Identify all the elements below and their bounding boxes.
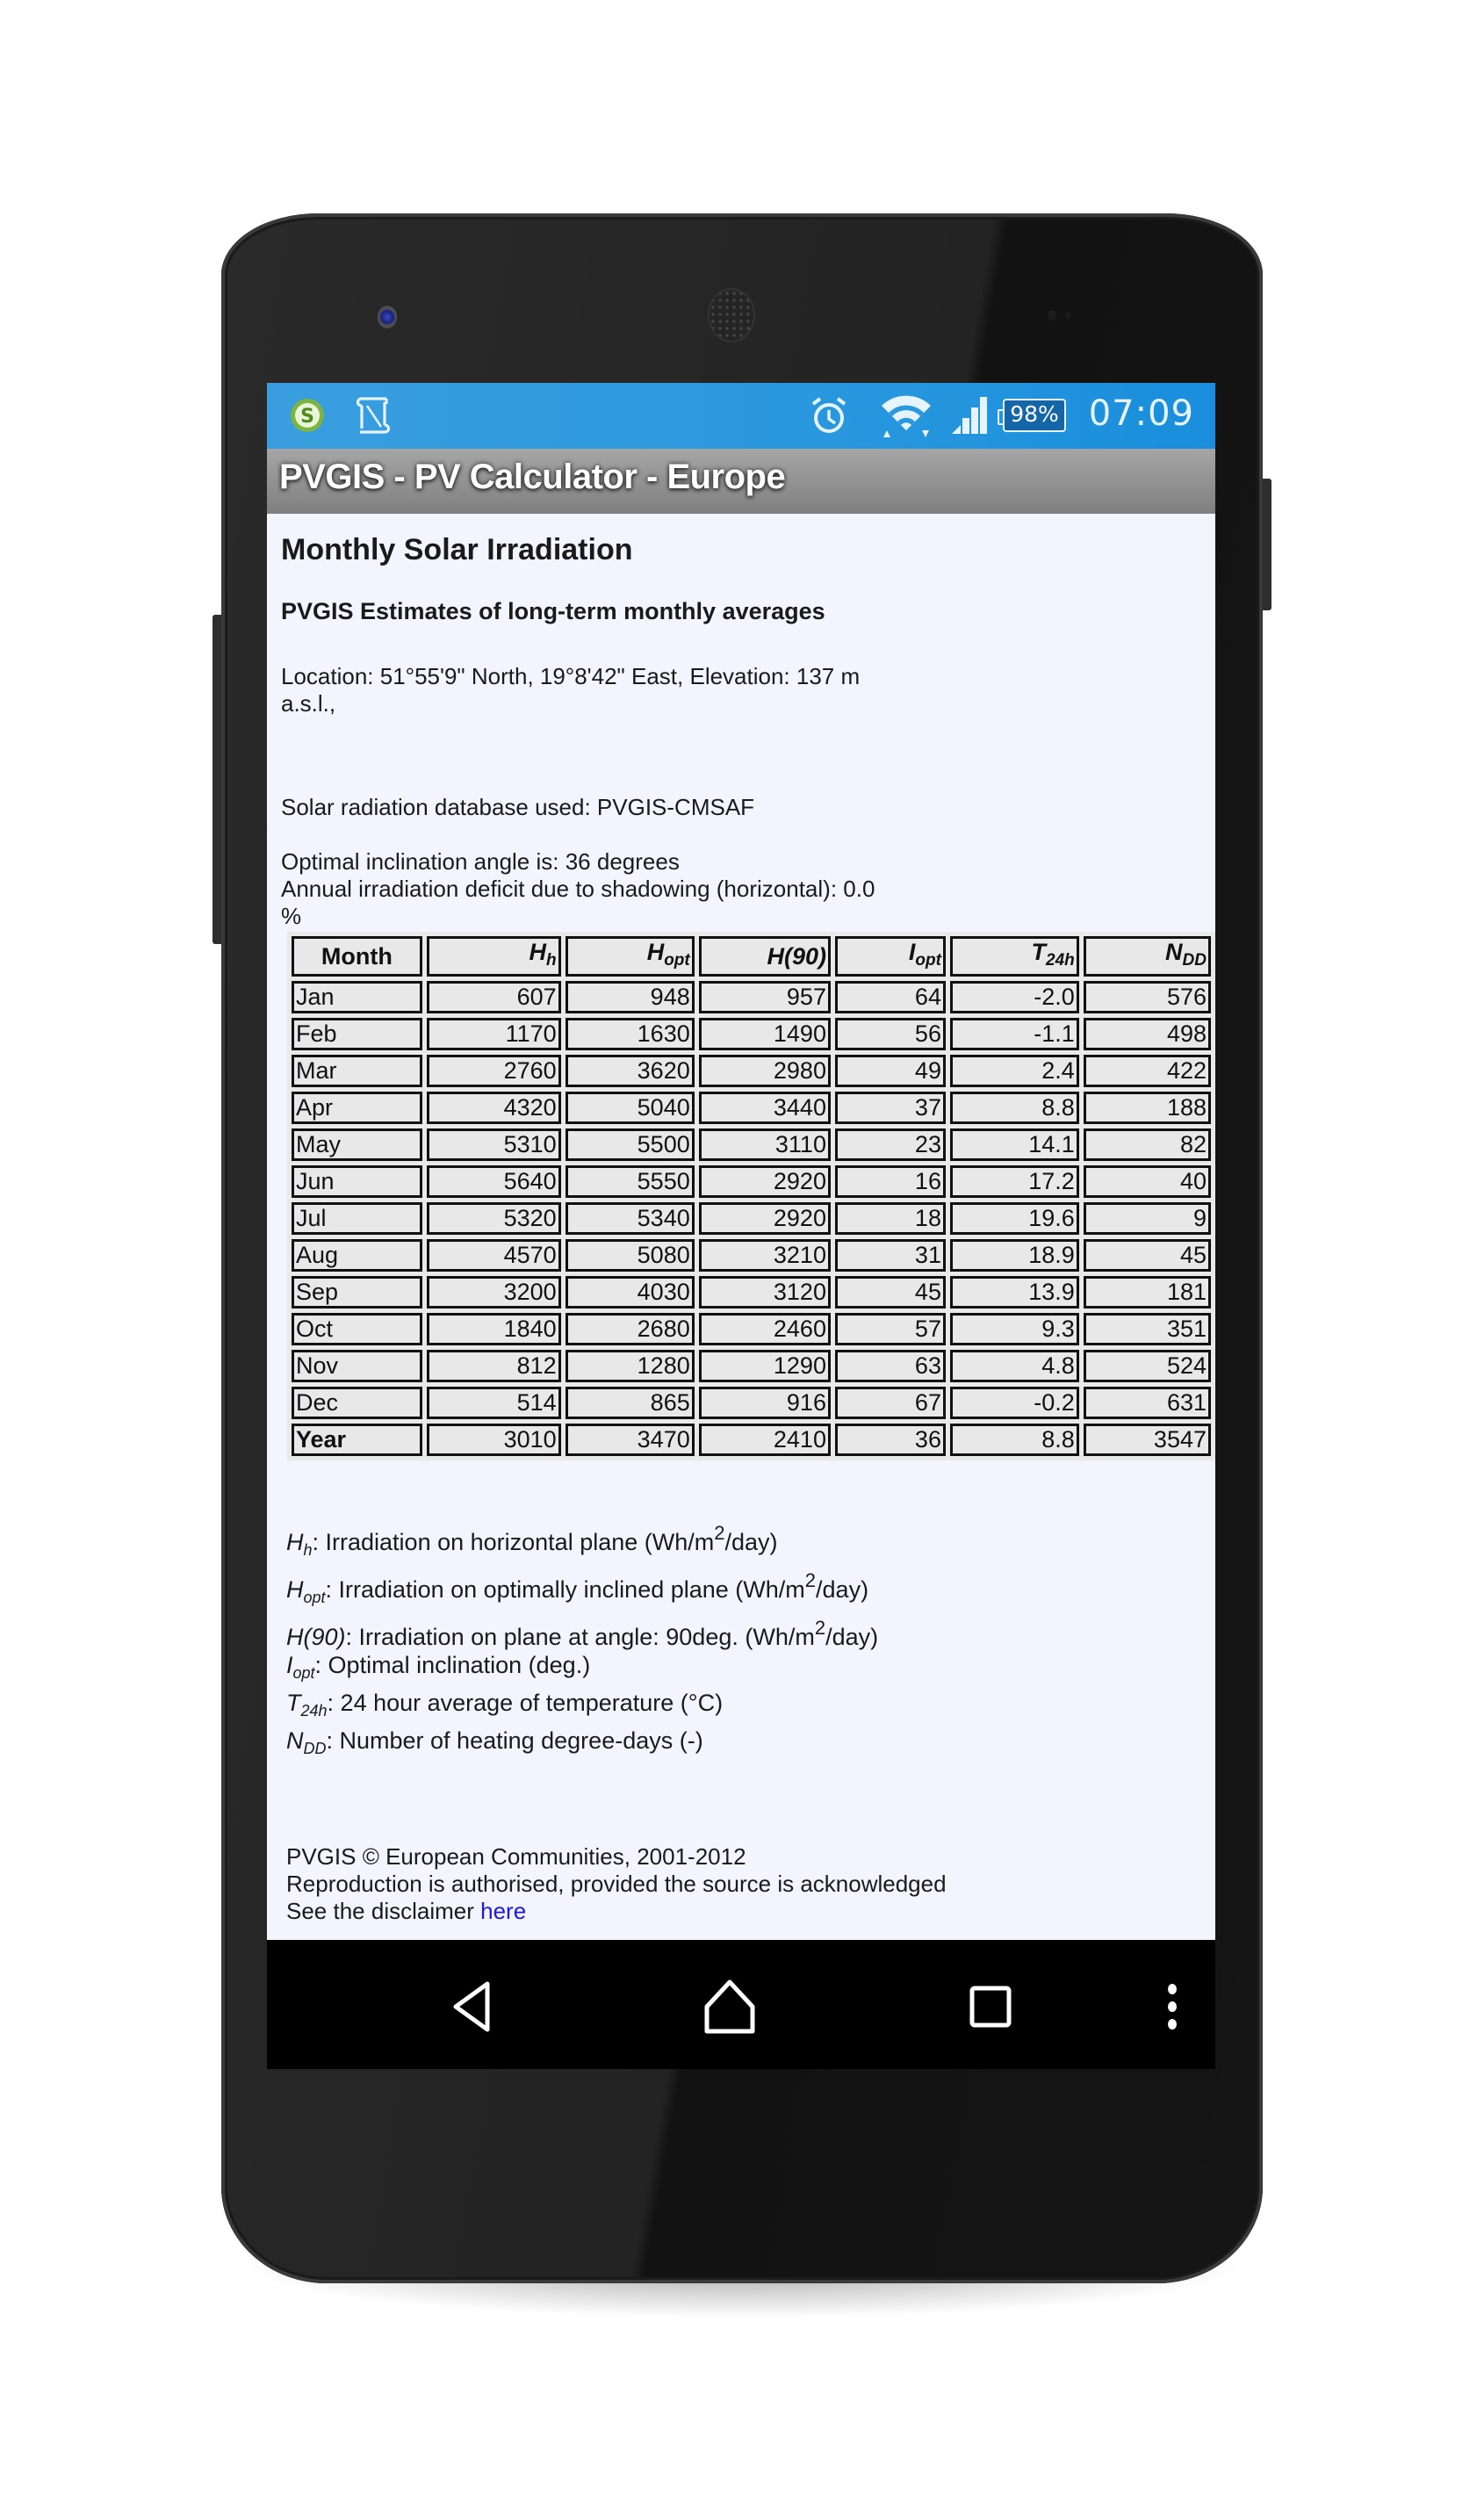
value-cell: 1630 [566,1018,695,1050]
value-cell: 351 [1084,1313,1211,1345]
deficit-line: Annual irradiation deficit due to shadowing (horizontal): 0.0 [281,876,875,902]
month-cell: Nov [292,1350,422,1382]
value-cell: 4030 [566,1276,695,1309]
value-cell: 45 [835,1276,946,1309]
value-cell: 13.9 [950,1276,1079,1309]
table-row [292,1239,1211,1272]
legend-subscript: DD [303,1740,327,1757]
table-row [292,1387,1211,1419]
month-cell: May [292,1128,422,1161]
recents-button[interactable] [959,1975,1022,2038]
col-month: Month [292,936,422,977]
table-row [292,1128,1211,1161]
value-cell: 3120 [699,1276,831,1309]
value-cell: 5040 [566,1092,695,1124]
value-cell: 5310 [427,1128,561,1161]
value-cell: 2920 [699,1202,831,1235]
value-cell: 64 [835,981,946,1013]
value-cell: 3210 [699,1239,831,1272]
proximity-sensor [1048,310,1056,321]
legend-symbol: I [286,1652,293,1678]
irradiation-table [287,932,1215,1460]
value-cell: 812 [427,1350,561,1382]
back-icon [449,1980,493,2033]
value-cell: 5500 [566,1128,695,1161]
legend-description: : Irradiation on plane at angle: 90deg. (Wh/m [345,1624,815,1650]
month-cell: Aug [292,1239,422,1272]
value-cell: 1170 [427,1018,561,1050]
value-cell: 5550 [566,1165,695,1198]
value-cell: -1.1 [950,1018,1079,1050]
back-button[interactable] [439,1975,502,2038]
legend-item [286,1690,723,1720]
deficit-unit: % [281,903,302,929]
month-cell: Jan [292,981,422,1013]
col-ndd: $N_{DD}$ [1084,936,1211,977]
reproduction-text: Reproduction is authorised, provided the source is acknowledged [286,1871,947,1897]
legend-unit-suffix: /day) [724,1529,778,1555]
table-row [292,981,1211,1013]
value-cell: 3440 [699,1092,831,1124]
value-cell: 2460 [699,1313,831,1345]
legend-item [286,1727,703,1758]
overflow-menu-button[interactable] [1141,1975,1204,2038]
home-button[interactable] [698,1975,761,2038]
value-cell: 23 [835,1128,946,1161]
month-cell: Dec [292,1387,422,1419]
legend-subscript: opt [303,1589,326,1606]
legend-description: : 24 hour average of temperature (°C) [327,1690,724,1716]
value-cell: 2920 [699,1165,831,1198]
table-row [292,1018,1211,1050]
legend-symbol: N [286,1727,304,1754]
recents-icon [969,1985,1012,2029]
legend-symbol: H [286,1576,304,1603]
value-cell: 607 [427,981,561,1013]
value-cell: 957 [699,981,831,1013]
col-h90: H(90) [699,936,831,977]
legend-subscript: h [303,1541,313,1559]
legend-unit-suffix: /day) [825,1624,879,1650]
table-row [292,1202,1211,1235]
value-cell: 45 [1084,1239,1211,1272]
legend-item [286,1652,590,1683]
value-cell: 37 [835,1092,946,1124]
value-cell: 4.8 [950,1350,1079,1382]
footer [286,1843,947,1925]
earpiece-speaker [710,290,753,341]
legend-superscript: 2 [714,1522,725,1544]
legend-subscript: 24h [300,1702,328,1720]
location-line: Location: 51°55'9" North, 19°8'42" East, Elevation: 137 m [281,663,861,689]
home-icon [703,1979,756,2035]
value-cell: 631 [1084,1387,1211,1419]
table-header-row [292,936,1211,977]
value-cell: 14.1 [950,1128,1079,1161]
table-row [292,1276,1211,1309]
table-row-year [292,1424,1211,1456]
legend-symbol: H(90) [286,1624,346,1650]
value-cell: 57 [835,1313,946,1345]
value-cell: 524 [1084,1350,1211,1382]
col-hh: $H_h$ [427,936,561,977]
value-cell: 4570 [427,1239,561,1272]
app-title-bar [267,449,1215,514]
value-cell: 576 [1084,981,1211,1013]
battery-percent: 98% [1010,401,1059,427]
value-cell: 19.6 [950,1202,1079,1235]
scroll-s-icon [355,393,392,442]
value-cell: 514 [427,1387,561,1419]
value-cell: 18 [835,1202,946,1235]
legend-superscript: 2 [814,1617,826,1639]
month-cell: Apr [292,1092,422,1124]
month-cell: Feb [292,1018,422,1050]
value-cell: 916 [699,1387,831,1419]
value-cell: 67 [835,1387,946,1419]
value-cell: 3547 [1084,1424,1211,1456]
value-cell: 36 [835,1424,946,1456]
light-sensor [1065,312,1071,319]
location-asl: a.s.l., [281,690,336,717]
legend-description: : Optimal inclination (deg.) [314,1652,591,1678]
col-hopt: $H_{opt}$ [566,936,695,977]
table-row [292,1055,1211,1087]
table-row [292,1165,1211,1198]
alarm-icon [809,395,849,440]
value-cell: 1490 [699,1018,831,1050]
value-cell: 422 [1084,1055,1211,1087]
value-cell: 948 [566,981,695,1013]
value-cell: 2.4 [950,1055,1079,1087]
value-cell: -2.0 [950,981,1079,1013]
svg-text:S: S [300,406,314,428]
col-t24h: $T_{24h}$ [950,936,1079,977]
table-row [292,1092,1211,1124]
legend-description: : Irradiation on horizontal plane (Wh/m [312,1529,715,1555]
value-cell: 1290 [699,1350,831,1382]
legend-item [286,1617,878,1651]
value-cell: 82 [1084,1128,1211,1161]
legend-unit-suffix: /day) [816,1576,869,1603]
value-cell: 17.2 [950,1165,1079,1198]
legend-symbol: T [286,1690,301,1716]
value-cell: 2980 [699,1055,831,1087]
value-cell: 9 [1084,1202,1211,1235]
value-cell: 1840 [427,1313,561,1345]
value-cell: 3200 [427,1276,561,1309]
legend-symbol: H [286,1529,304,1555]
value-cell: 181 [1084,1276,1211,1309]
value-cell: 3620 [566,1055,695,1087]
value-cell: 188 [1084,1092,1211,1124]
value-cell: 3010 [427,1424,561,1456]
copyright-text: PVGIS © European Communities, 2001-2012 [286,1843,746,1870]
value-cell: 31 [835,1239,946,1272]
web-content[interactable] [267,514,1215,1940]
value-cell: 5340 [566,1202,695,1235]
value-cell: 5640 [427,1165,561,1198]
value-cell: 3470 [566,1424,695,1456]
page-subtitle: PVGIS Estimates of long-term monthly averages [281,598,825,624]
value-cell: 1280 [566,1350,695,1382]
col-iopt: $I_{opt}$ [835,936,946,977]
month-cell: Mar [292,1055,422,1087]
status-bar [267,383,1215,449]
value-cell: 4320 [427,1092,561,1124]
navigation-bar [267,1940,1215,2069]
disclaimer-link[interactable]: here [480,1898,527,1924]
legend-description: : Irradiation on optimally inclined plane (Wh/m [325,1576,805,1603]
page-title: Monthly Solar Irradiation [281,533,633,566]
clock: 07:09 [1088,393,1194,434]
table-row [292,1350,1211,1382]
value-cell: 40 [1084,1165,1211,1198]
table-row [292,1313,1211,1345]
legend-description: : Number of heating degree-days (-) [326,1727,703,1754]
value-cell: 9.3 [950,1313,1079,1345]
value-cell: 8.8 [950,1424,1079,1456]
month-cell: Oct [292,1313,422,1345]
legend-item [286,1522,778,1560]
cell-signal-icon [950,395,989,440]
value-cell: 2410 [699,1424,831,1456]
month-cell: Sep [292,1276,422,1309]
value-cell: 49 [835,1055,946,1087]
value-cell: 3110 [699,1128,831,1161]
front-camera [378,306,397,328]
disclaimer-line: See the disclaimer here [286,1898,527,1924]
screen [267,383,1215,2069]
overflow-menu-icon [1166,1984,1178,2030]
value-cell: 56 [835,1018,946,1050]
value-cell: 16 [835,1165,946,1198]
value-cell: 5080 [566,1239,695,1272]
value-cell: 865 [566,1387,695,1419]
value-cell: 8.8 [950,1092,1079,1124]
month-cell: Jun [292,1165,422,1198]
battery-icon [1003,399,1066,432]
whatsapp-style-s-icon [288,397,327,440]
legend-subscript: opt [292,1664,315,1682]
value-cell: 2760 [427,1055,561,1087]
database-line: Solar radiation database used: PVGIS-CMSAF [281,794,755,820]
optimal-angle-line: Optimal inclination angle is: 36 degrees [281,848,680,875]
value-cell: 2680 [566,1313,695,1345]
value-cell: 498 [1084,1018,1211,1050]
app-title: PVGIS - PV Calculator - Europe [279,458,786,496]
legend-superscript: 2 [804,1569,817,1591]
month-cell: Year [292,1424,422,1456]
value-cell: 18.9 [950,1239,1079,1272]
value-cell: 63 [835,1350,946,1382]
value-cell: 5320 [427,1202,561,1235]
wifi-icon [879,393,933,443]
value-cell: -0.2 [950,1387,1079,1419]
month-cell: Jul [292,1202,422,1235]
legend-item [286,1569,868,1607]
